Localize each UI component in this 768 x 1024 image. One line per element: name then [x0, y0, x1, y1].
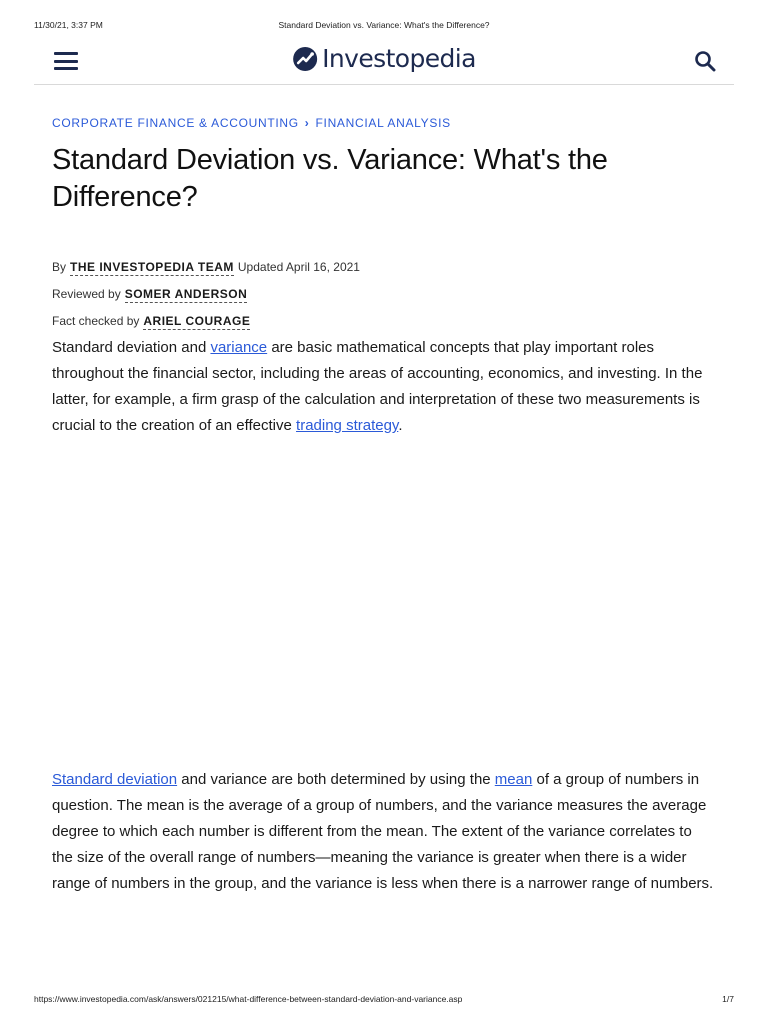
variance-link[interactable]: variance	[210, 339, 268, 356]
blank-ad-space	[52, 439, 716, 767]
paragraph-text: are basic mathematical concepts that play important roles throughout the financial sector, including the areas of accounting, economics, and investing. In the latter, for example, a firm grasp of the calculation and interpretation of these two measurements is crucial to the creation of an effective	[52, 339, 703, 434]
fact-checked-by-label: Fact checked by	[52, 314, 140, 328]
breadcrumb-category-link[interactable]: CORPORATE FINANCE & ACCOUNTING	[52, 116, 299, 130]
updated-date: Updated April 16, 2021	[237, 260, 360, 274]
investopedia-logo-mark-icon	[292, 46, 318, 72]
paragraph-text: .	[398, 417, 403, 434]
search-icon[interactable]	[694, 50, 716, 72]
print-page-title: Standard Deviation vs. Variance: What's the Difference?	[278, 20, 490, 30]
paragraph-text: Standard deviation and	[52, 339, 211, 356]
site-logo[interactable]	[292, 44, 476, 73]
print-header	[34, 20, 734, 32]
paragraph-text: and variance are both determined by using the	[177, 771, 495, 788]
reviewed-by-label: Reviewed by	[52, 287, 121, 301]
logo-text: Investopedia	[322, 44, 476, 73]
reviewer-link[interactable]: SOMER ANDERSON	[124, 287, 248, 301]
article-content	[52, 116, 716, 897]
article-title: Standard Deviation vs. Variance: What's the Difference?	[52, 144, 608, 213]
print-url: https://www.investopedia.com/ask/answers/021215/what-difference-between-standard-deviation-and-variance.asp	[34, 994, 463, 1004]
print-page-number: 1/7	[722, 994, 734, 1004]
hamburger-menu-icon[interactable]	[54, 52, 78, 70]
chevron-right-icon: ›	[304, 116, 310, 130]
article-paragraph-1	[52, 335, 716, 439]
byline-author-row	[52, 254, 716, 281]
fact-checker-link[interactable]: ARIEL COURAGE	[143, 314, 251, 328]
standard-deviation-link[interactable]: Standard deviation	[52, 771, 178, 788]
breadcrumb-subcategory-link[interactable]: FINANCIAL ANALYSIS	[315, 116, 451, 130]
author-link[interactable]: THE INVESTOPEDIA TEAM	[70, 260, 234, 274]
trading-strategy-link[interactable]: trading strategy	[296, 417, 399, 434]
by-label: By	[52, 260, 67, 274]
print-datetime: 11/30/21, 3:37 PM	[34, 20, 103, 30]
paragraph-text: of a group of numbers in question. The mean is the average of a group of numbers, and the variance measures the average degree to which each number is different from the mean. The extent of the variance correlates to the size of the overall range of numbers—meaning the variance is greater when there is a wider range of numbers in the group, and the variance is less when there is a narrower range of numbers.	[52, 771, 714, 892]
article-paragraph-2	[52, 767, 716, 897]
byline-fact-checker-row	[52, 308, 716, 335]
byline-reviewer-row	[52, 281, 716, 308]
byline	[52, 254, 716, 335]
site-header	[34, 38, 734, 85]
breadcrumb	[52, 116, 716, 130]
mean-link[interactable]: mean	[494, 771, 533, 788]
